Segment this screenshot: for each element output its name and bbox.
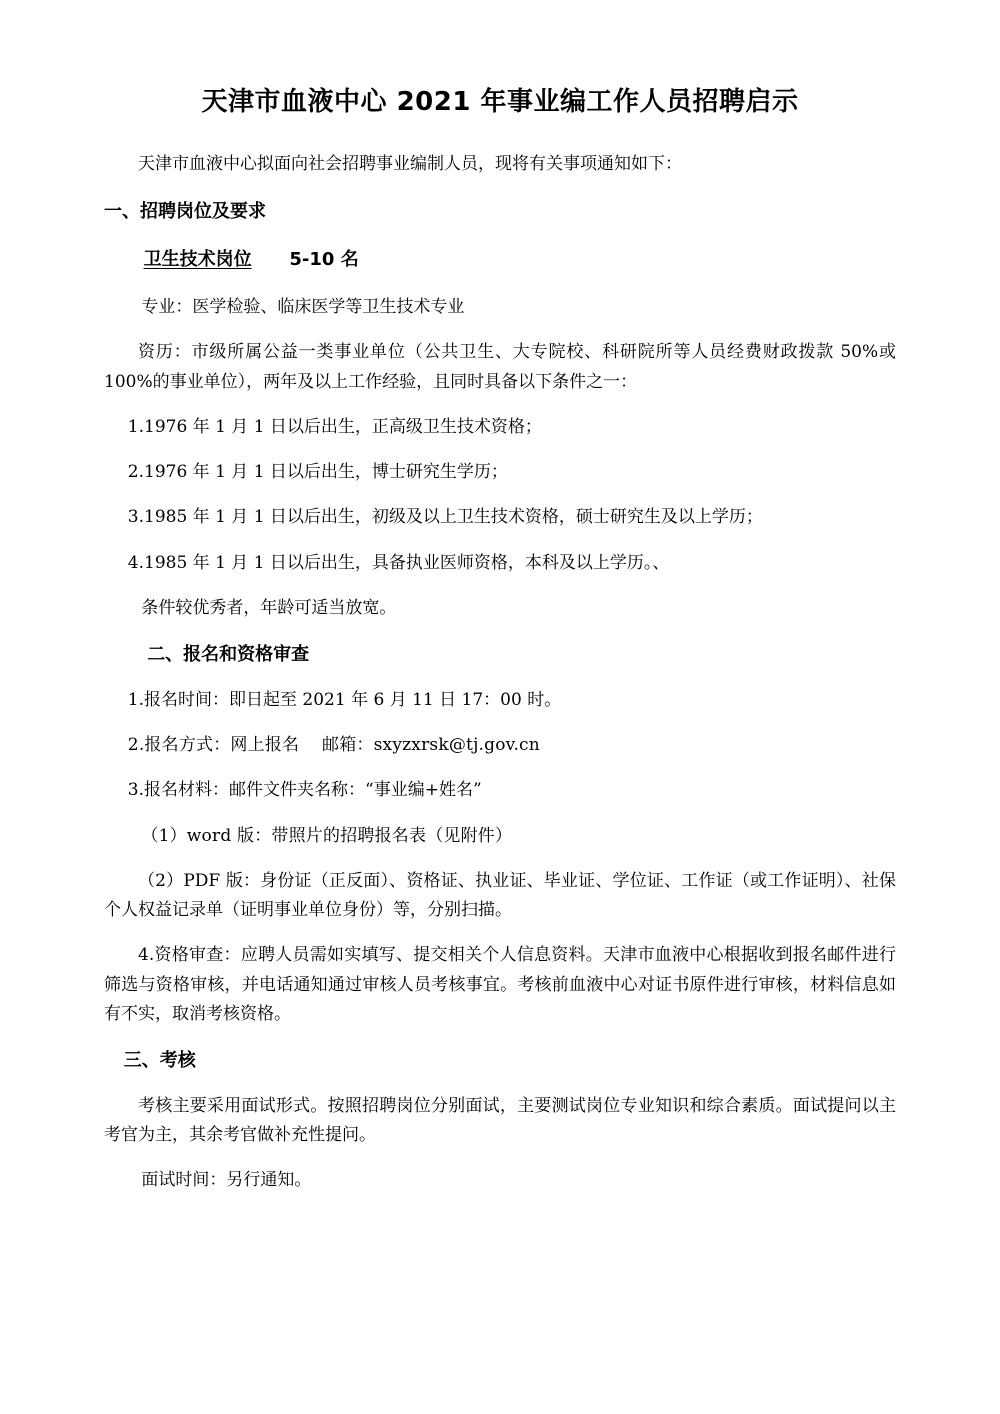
signup-method: 2.报名方式：网上报名 邮箱：sxyzxrsk@tj.gov.cn	[127, 735, 540, 756]
post-major: 专业：医学检验、临床医学等卫生技术专业	[141, 297, 465, 318]
post-count: 5-10 名	[289, 249, 359, 271]
condition-item: 2.1976 年 1 月 1 日以后出生，博士研究生学历；	[127, 462, 508, 483]
condition-item: 4.1985 年 1 月 1 日以后出生，具备执业医师资格，本科及以上学历。、	[127, 552, 670, 573]
material-word: （1）word 版：带照片的招聘报名表（见附件）	[141, 825, 513, 846]
page-title: 天津市血液中心 2021 年事业编工作人员招聘启示	[201, 87, 799, 117]
age-note: 条件较优秀者，年龄可适当放宽。	[141, 597, 397, 618]
section-3-heading: 三、考核	[123, 1050, 196, 1071]
post-qualification: 资历：市级所属公益一类事业单位（公共卫生、大专院校、科研院所等人员经费财政拨款 50%或 100%的事业单位），两年及以上工作经验，且同时具备以下条件之一：	[104, 342, 896, 392]
condition-item: 1.1976 年 1 月 1 日以后出生，正高级卫生技术资格；	[127, 416, 542, 437]
interview-time: 面试时间：另行通知。	[141, 1170, 312, 1191]
signup-time: 1.报名时间：即日起至 2021 年 6 月 11 日 17：00 时。	[127, 689, 562, 710]
post-name: 卫生技术岗位	[143, 249, 252, 271]
intro-paragraph: 天津市血液中心拟面向社会招聘事业编制人员，现将有关事项通知如下：	[138, 154, 682, 175]
section-2-heading: 二、报名和资格审查	[147, 644, 310, 666]
signup-materials: 3.报名材料：邮件文件夹名称：“事业编+姓名”	[127, 780, 482, 801]
qualification-review: 4.资格审查：应聘人员需如实填写、提交相关个人信息资料。天津市血液中心根据收到报名邮件进行筛选与资格审核，并电话通知通过审核人员考核事宜。考核前血液中心对证书原件进行审核，材料信息如有不实，取消考核资格。	[104, 945, 896, 1024]
condition-item: 3.1985 年 1 月 1 日以后出生，初级及以上卫生技术资格，硕士研究生及以上学历；	[127, 507, 763, 528]
post-title-row	[104, 246, 896, 275]
material-pdf: （2）PDF 版：身份证（正反面）、资格证、执业证、毕业证、学位证、工作证（或工作证明）、社保个人权益记录单（证明事业单位身份）等，分别扫描。	[104, 870, 896, 921]
section-1-heading: 一、招聘岗位及要求	[104, 200, 266, 222]
assessment-paragraph: 考核主要采用面试形式。按照招聘岗位分别面试，主要测试岗位专业知识和综合素质。面试提问以主考官为主，其余考官做补充性提问。	[104, 1095, 896, 1146]
